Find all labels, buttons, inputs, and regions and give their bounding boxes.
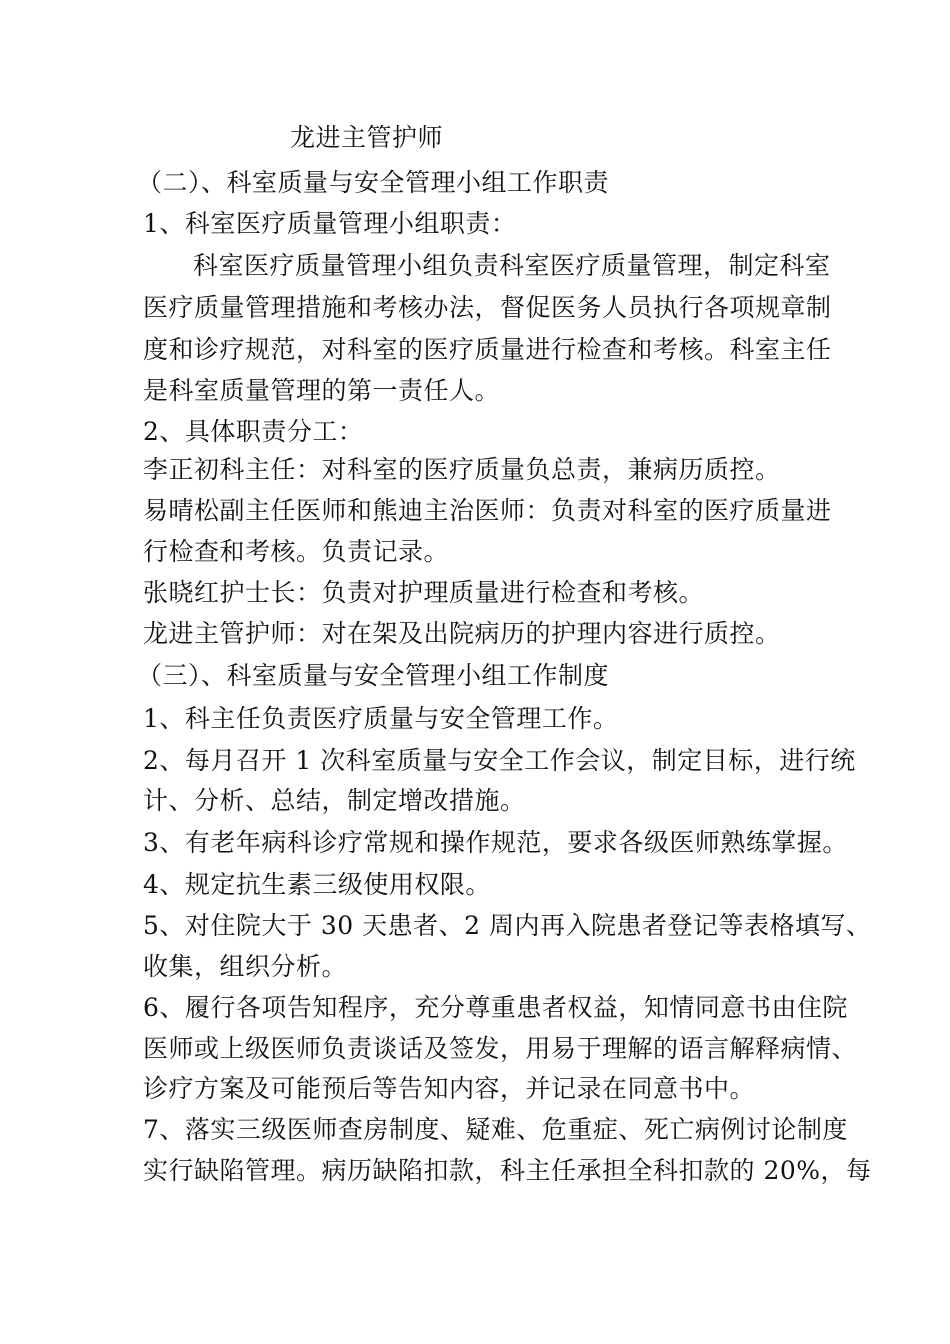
rule-line: 实行缺陷管理。病历缺陷扣款，科主任承担全科扣款的 20%，每 — [143, 1156, 872, 1185]
paragraph-line: 医疗质量管理措施和考核办法，督促医务人员执行各项规章制 — [143, 293, 832, 322]
rule-line: 诊疗方案及可能预后等告知内容，并记录在同意书中。 — [143, 1074, 756, 1103]
rule-line: 2、每月召开 1 次科室质量与安全工作会议，制定目标，进行统 — [143, 746, 856, 775]
rule-line: 7、落实三级医师查房制度、疑难、危重症、死亡病例讨论制度 — [143, 1115, 848, 1144]
rule-line: 4、规定抗生素三级使用权限。 — [143, 870, 491, 899]
paragraph-line: 是科室质量管理的第一责任人。 — [143, 376, 501, 405]
duty-line: 易晴松副主任医师和熊迪主治医师：负责对科室的医疗质量进 — [143, 496, 832, 525]
subheading-1: 1、科室医疗质量管理小组职责： — [143, 209, 517, 238]
rule-line: 1、科主任负责医疗质量与安全管理工作。 — [143, 704, 619, 733]
duty-line: 龙进主管护师：对在架及出院病历的护理内容进行质控。 — [143, 619, 781, 648]
rule-line: 医师或上级医师负责谈话及签发，用易于理解的语言解释病情、 — [143, 1034, 858, 1063]
rule-line: 5、对住院大于 30 天患者、2 周内再入院患者登记等表格填写、 — [143, 911, 872, 940]
paragraph-line: 度和诊疗规范，对科室的医疗质量进行检查和考核。科室主任 — [143, 335, 832, 364]
paragraph-line: 科室医疗质量管理小组负责科室医疗质量管理，制定科室 — [193, 251, 831, 280]
rule-line: 收集，组织分析。 — [143, 952, 348, 981]
subheading-2: 2、具体职责分工： — [143, 417, 364, 446]
duty-line: 行检查和考核。负责记录。 — [143, 537, 450, 566]
rule-line: 计、分析、总结，制定增改措施。 — [143, 786, 526, 815]
rule-line: 6、履行各项告知程序，充分尊重患者权益，知情同意书由住院 — [143, 993, 848, 1022]
section-heading-three: （三）、科室质量与安全管理小组工作制度 — [137, 661, 610, 690]
section-heading-two: （二）、科室质量与安全管理小组工作职责 — [137, 168, 610, 197]
duty-line: 张晓红护士长：负责对护理质量进行检查和考核。 — [143, 578, 705, 607]
duty-line: 李正初科主任：对科室的医疗质量负总责，兼病历质控。 — [143, 455, 781, 484]
nurse-name-line: 龙进主管护师 — [290, 123, 444, 152]
rule-line: 3、有老年病科诊疗常规和操作规范，要求各级医师熟练掌握。 — [143, 828, 848, 857]
